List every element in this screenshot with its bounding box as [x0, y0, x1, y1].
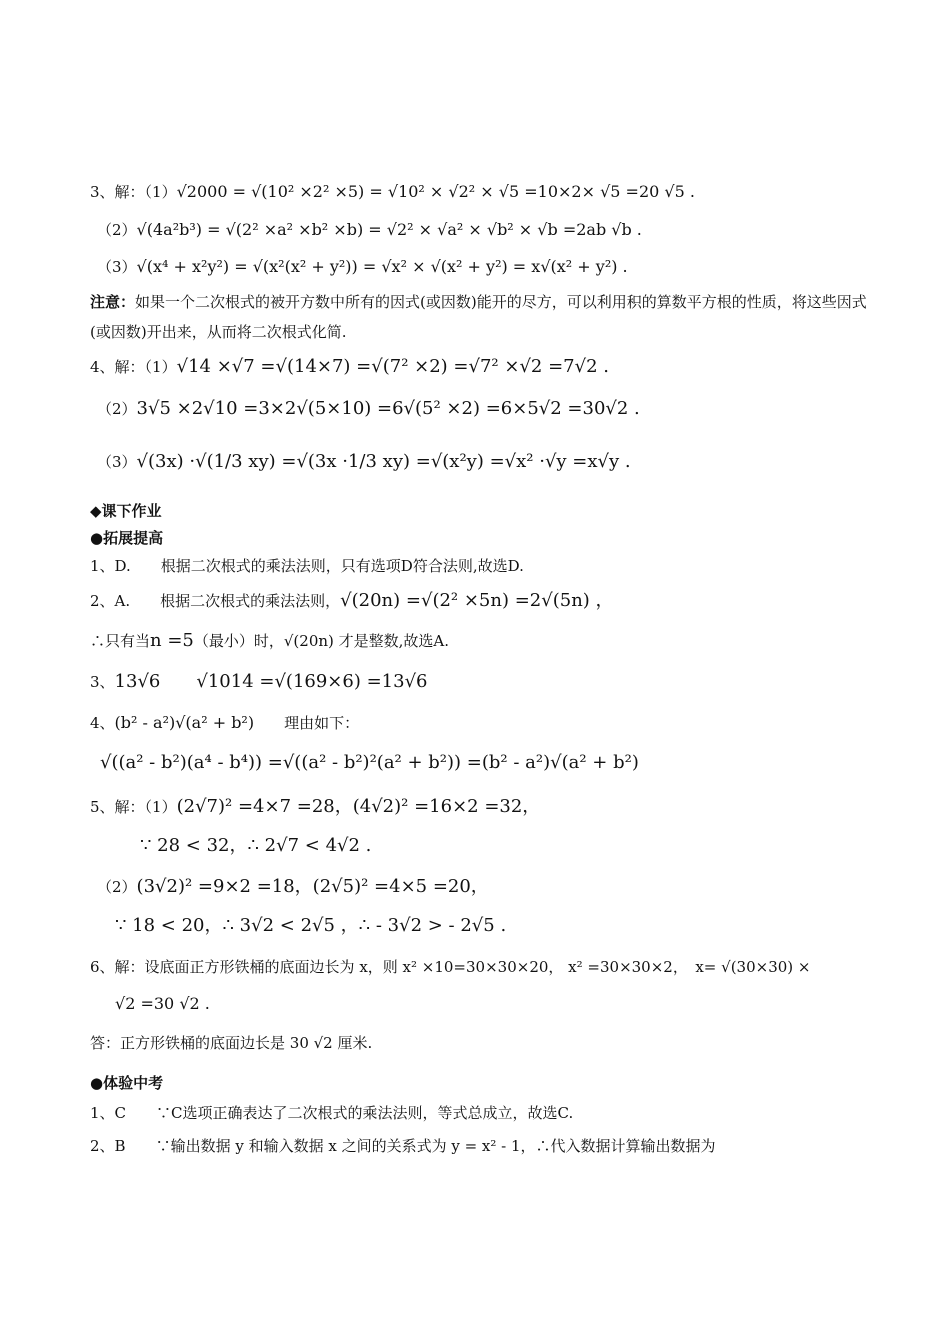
line-ext-2b — [90, 630, 870, 652]
section-heading: ◆课下作业 — [90, 502, 162, 520]
math-expression: 3√5 ×2√10 =3×2√(5×10) =6√(5² ×2) =6×5√2 =30√2 . — [136, 398, 640, 419]
line-4-3 — [97, 451, 870, 473]
note-paragraph — [90, 287, 870, 347]
line-prefix: 3、解：（1） — [90, 183, 177, 201]
line-prefix: 5、解：（1） — [90, 798, 177, 816]
math-expression: (b² - a²)√(a² + b²) — [114, 713, 255, 732]
math-expression: n =5 — [150, 630, 194, 651]
math-expression: √(3x) ·√(1/3 xy) =√(3x ·1/3 xy) =√(x²y) =√x² ·√y =x√y . — [136, 451, 631, 472]
line-text: 2、B ∵输出数据 y 和输入数据 x 之间的关系式为 y = x² - 1，∴代入数据计算输出数据为 — [90, 1137, 716, 1155]
line-text: 1、C ∵C选项正确表达了二次根式的乘法法则，等式总成立，故选C. — [90, 1104, 574, 1122]
math-expression: √2 =30 √2 . — [115, 994, 210, 1013]
note-text: 如果一个二次根式的被开方数中所有的因式(或因数)能开的尽方，可以利用积的算数平方根的性质，将这些因式(或因数)开出来，从而将二次根式化简. — [90, 293, 867, 341]
line-prefix: 2、A. 根据二次根式的乘法法则， — [90, 592, 341, 610]
line-text: 1、D. 根据二次根式的乘法法则，只有选项D符合法则,故选D. — [90, 557, 524, 575]
line-ext-1 — [90, 555, 870, 577]
line-prefix: （2） — [97, 221, 137, 239]
section-heading: ●体验中考 — [90, 1074, 164, 1092]
math-expression: √14 ×√7 =√(14×7) =√(7² ×2) =√7² ×√2 =7√2 . — [176, 356, 609, 377]
line-ext-4b — [100, 752, 870, 774]
line-4-1 — [90, 356, 870, 378]
line-prefix: （3） — [97, 453, 137, 471]
line-ext-6 — [90, 956, 870, 978]
line-ext-5-2b — [115, 915, 870, 937]
line-ext-5-1 — [90, 796, 870, 818]
math-expression: 13√6 √1014 =√(169×6) =13√6 — [114, 671, 428, 692]
math-expression: (3√2)² =9×2 =18，(2√5)² =4×5 =20， — [136, 876, 489, 897]
line-3-1 — [90, 181, 870, 203]
line-suffix: 理由如下： — [254, 714, 360, 732]
section-heading: ●拓展提高 — [90, 529, 164, 547]
note-label: 注意： — [90, 293, 136, 311]
line-4-2 — [97, 398, 870, 420]
line-text: 6、解：设底面正方形铁桶的底面边长为 x，则 x² ×10=30×30×20， x² =30×30×2， x= √(30×30) × — [90, 958, 811, 976]
line-ext-6b — [115, 993, 870, 1015]
math-expression: √(20n) =√(2² ×5n) =2√(5n) ， — [340, 590, 614, 611]
section-exam — [90, 1072, 870, 1094]
line-prefix: 4、 — [90, 714, 115, 732]
line-ext-5-2 — [97, 876, 870, 898]
line-3-2 — [97, 219, 870, 241]
line-exam-1 — [90, 1102, 870, 1124]
line-ext-5-1b — [140, 835, 870, 857]
line-prefix: 4、解：（1） — [90, 358, 177, 376]
line-text: 答：正方形铁桶的底面边长是 30 √2 厘米. — [90, 1034, 373, 1052]
line-prefix: （2） — [97, 878, 137, 896]
math-expression: ∵ 28 < 32，∴ 2√7 < 4√2 . — [140, 835, 372, 856]
line-ext-3 — [90, 671, 870, 693]
line-prefix: （2） — [97, 400, 137, 418]
line-prefix: ∴只有当 — [90, 632, 151, 650]
line-exam-2 — [90, 1135, 870, 1157]
math-expression: ∵ 18 < 20，∴ 3√2 < 2√5 ，∴ - 3√2 > - 2√5 . — [115, 915, 507, 936]
section-homework — [90, 500, 870, 522]
section-extension — [90, 527, 870, 549]
line-ext-4 — [90, 712, 870, 734]
line-3-3 — [97, 256, 870, 278]
line-prefix: （3） — [97, 258, 137, 276]
math-expression: √2000 = √(10² ×2² ×5) = √10² × √2² × √5 =10×2× √5 =20 √5 . — [176, 182, 695, 201]
line-prefix: 3、 — [90, 673, 115, 691]
math-expression: √(x⁴ + x²y²) = √(x²(x² + y²)) = √x² × √(x² + y²) = x√(x² + y²) . — [136, 257, 628, 276]
line-ext-2 — [90, 590, 870, 612]
math-expression: (2√7)² =4×7 =28，(4√2)² =16×2 =32， — [176, 796, 541, 817]
math-expression: √(4a²b³) = √(2² ×a² ×b² ×b) = √2² × √a² × √b² × √b =2ab √b . — [136, 220, 642, 239]
math-expression: √((a² - b²)(a⁴ - b⁴)) =√((a² - b²)²(a² + b²)) =(b² - a²)√(a² + b²) — [100, 752, 639, 773]
line-suffix: （最小）时，√(20n) 才是整数,故选A. — [193, 632, 450, 650]
line-answer — [90, 1032, 870, 1054]
